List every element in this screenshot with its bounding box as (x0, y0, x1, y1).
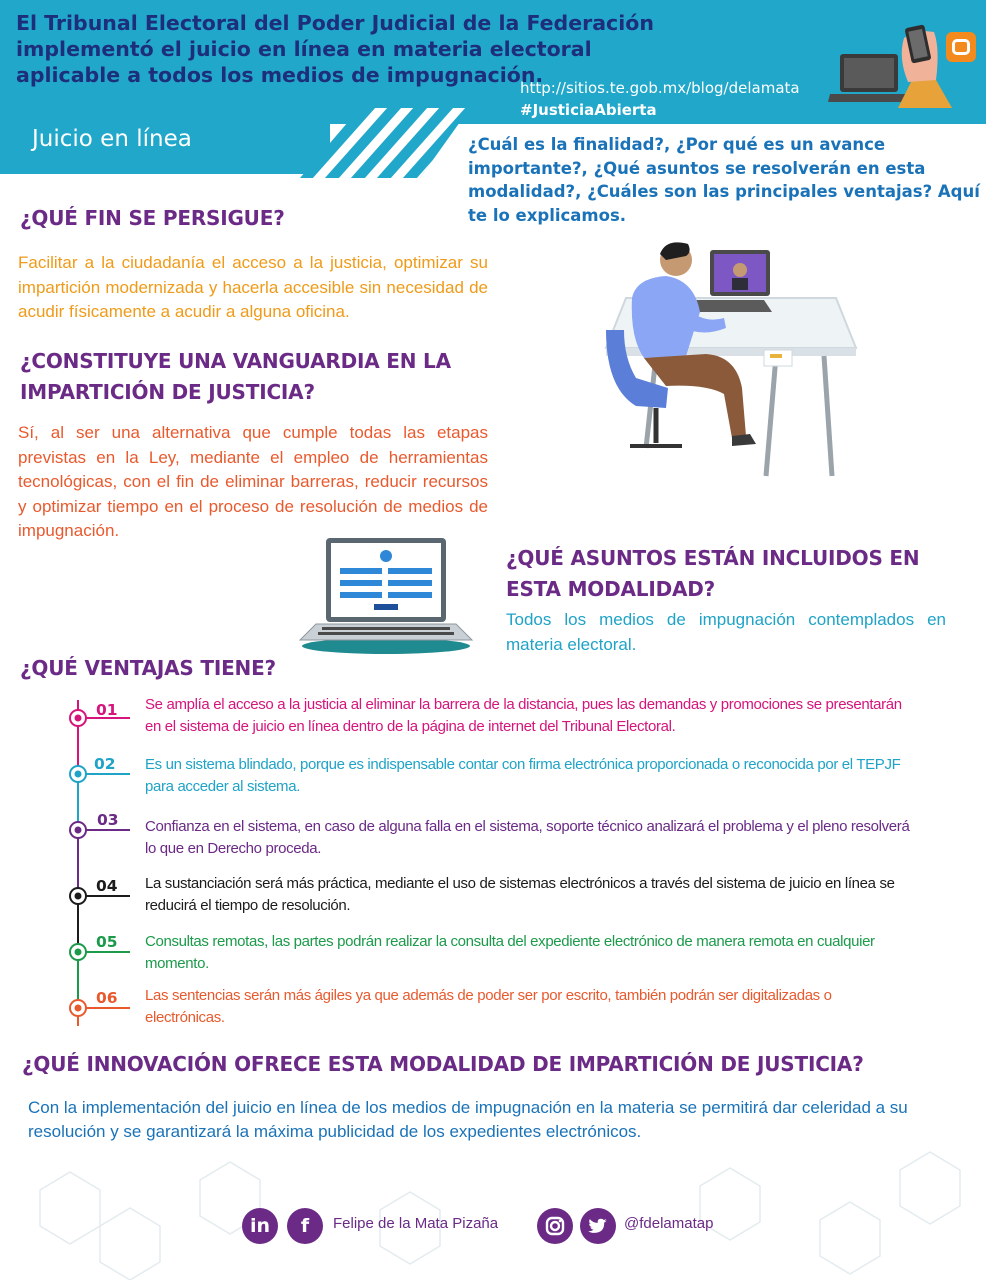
advantage-text: Confianza en el sistema, en caso de alguna falla en el sistema, soporte técnico analizará el problema y el pleno resolverá lo que en Derecho proceda. (145, 818, 910, 857)
text-fin: Facilitar a la ciudadanía el acceso a la justicia, optimizar su impartición modernizada y hacerla accesible sin necesidad de acudir físicamente a acudir a alguna oficina. (18, 253, 488, 321)
header-title: El Tribunal Electoral del Poder Judicial de la Federación implementó el juicio en línea en materia electoral aplicable a todos los medios de impugnación. (16, 11, 654, 87)
person-at-desk-illustration (596, 238, 866, 478)
text-vanguardia: Sí, al ser una alternativa que cumple todas las etapas previstas en la Ley, mediante el empleo de herramientas tecnológicas, con el fin de eliminar barreras, reducir recursos y optimizar tiempo en el proceso de resolución de medios de impugnación. (18, 423, 488, 540)
advantage-number: 02 (94, 755, 116, 773)
advantage-text: Las sentencias serán más ágiles ya que además de poder ser por escrito, también podrán ser digitalizadas o electrónicas. (145, 987, 832, 1026)
linkedin-icon[interactable]: in (242, 1208, 278, 1244)
advantage-text: Se amplía el acceso a la justicia al eliminar la barrera de la distancia, pues las demandas y promociones se presentarán en el sistema de juicio en línea dentro de la página de internet del Tribunal Electoral. (145, 696, 902, 735)
twitter-icon[interactable] (580, 1208, 616, 1244)
blog-url-link[interactable]: http://sitios.te.gob.mx/blog/delamata (520, 79, 800, 97)
footer-social-handle: @fdelamatap (624, 1215, 714, 1232)
instagram-icon[interactable] (537, 1208, 573, 1244)
advantage-number: 06 (96, 989, 118, 1007)
stripe-decoration (300, 108, 470, 178)
hashtag: #JusticiaAbierta (520, 101, 657, 119)
advantage-number: 01 (96, 701, 118, 719)
advantage-text: Consultas remotas, las partes podrán realizar la consulta del expediente electrónico de manera remota en cualquier momento. (145, 933, 875, 972)
advantages-timeline (60, 690, 150, 1030)
advantage-text: Es un sistema blindado, porque es indispensable contar con firma electrónica proporcionada o reconocida por el TEPJF para acceder al sistema. (145, 756, 901, 795)
blogger-icon[interactable] (946, 32, 976, 62)
intro-question: ¿Cuál es la finalidad?, ¿Por qué es un avance importante?, ¿Qué asuntos se resolverán en esta modalidad?, ¿Cuáles son las principales ventajas? Aquí te lo explicamos. (468, 135, 980, 225)
hand-phone-icon (878, 18, 958, 108)
advantage-number: 03 (97, 811, 119, 829)
heading-fin: ¿QUÉ FIN SE PERSIGUE? (20, 206, 285, 230)
advantage-text: La sustanciación será más práctica, mediante el uso de sistemas electrónicos a través del sistema de juicio en línea se reducirá el tiempo de resolución. (145, 875, 895, 914)
footer-author-name: Felipe de la Mata Pizaña (333, 1215, 499, 1232)
text-innovacion: Con la implementación del juicio en línea de los medios de impugnación en la materia se permitirá dar celeridad a su resolución y se garantizará la máxima publicidad de los expedientes electrónicos. (28, 1098, 908, 1141)
tab-title: Juicio en línea (32, 126, 192, 152)
heading-asuntos: ¿QUÉ ASUNTOS ESTÁN INCLUIDOS EN ESTA MODALIDAD? (506, 546, 920, 601)
advantage-number: 04 (96, 877, 118, 895)
facebook-icon[interactable]: f (287, 1208, 323, 1244)
advantage-number: 05 (96, 933, 118, 951)
heading-innovacion: ¿QUÉ INNOVACIÓN OFRECE ESTA MODALIDAD DE IMPARTICIÓN DE JUSTICIA? (22, 1052, 864, 1076)
heading-vanguardia: ¿CONSTITUYE UNA VANGUARDIA EN LA IMPARTICIÓN DE JUSTICIA? (20, 349, 451, 404)
laptop-form-illustration (298, 536, 474, 656)
heading-ventajas: ¿QUÉ VENTAJAS TIENE? (20, 656, 276, 680)
text-asuntos: Todos los medios de impugnación contemplados en materia electoral. (506, 610, 946, 654)
